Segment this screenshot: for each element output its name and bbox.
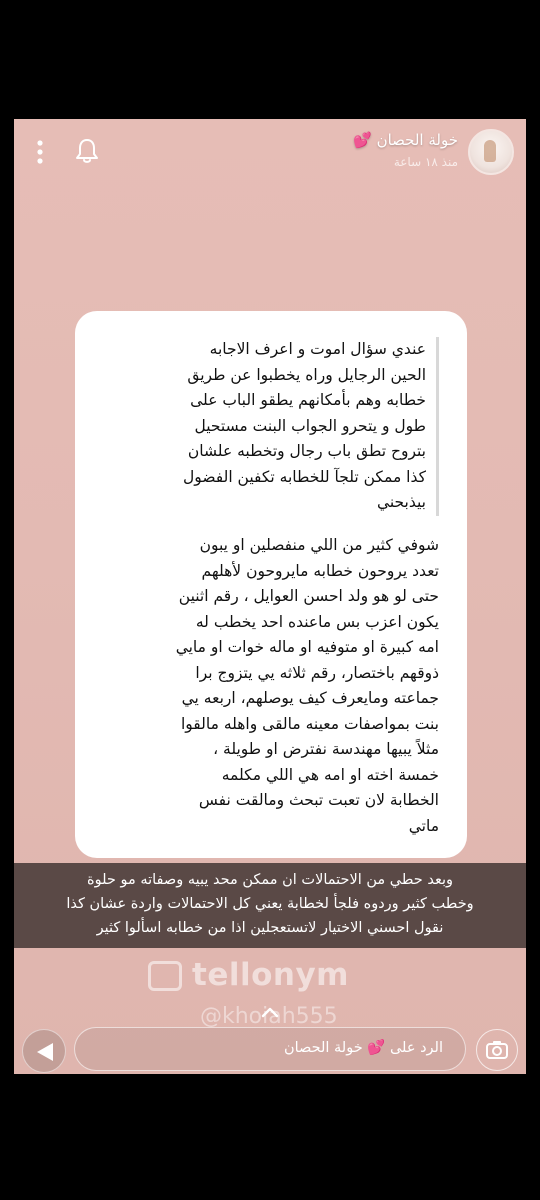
story-view bbox=[14, 119, 526, 1074]
answer-text: شوفي كثير من اللي منفصلين او يبون تعدد يروحون خطابه مايروحون لأهلهم حتى لو هو ولد احسن العوايل ، رقم اثنين يكون اعزب بس ماعنده احد يخطب له امه كبيرة او متوفيه او ماله خوات او مايي ذوقهم باختصار، رقم ثلاثه يي يتزوج برا جماعته ومايعرف كيف يوصلهم، اربعه يي بنت بمواصفات معينه مالقى واهله مالقوا مثلاً يبيها مهندسة نفترض او طويلة ، خمسة اخته او امه هي اللي مكلمه الخطابة لان تعبت تبحث ومالقت نفس ماتي bbox=[175, 536, 439, 835]
swipe-up-icon[interactable] bbox=[260, 1006, 280, 1018]
send-button[interactable] bbox=[22, 1029, 66, 1073]
tellonym-wordmark: tellonym bbox=[192, 957, 349, 993]
story-caption: وبعد حطي من الاحتمالات ان ممكن محد يبيه وصفاته مو حلوة وخطب كثير وردوه فلجأ لخطابة يعني كل الاحتمالات واردة عشان كذا نقول احسني الاختيار لاتستعجلين اذا من خطابه اسألوا كثير bbox=[14, 863, 526, 948]
bell-icon[interactable] bbox=[74, 137, 100, 165]
user-avatar[interactable] bbox=[468, 129, 514, 175]
reply-input[interactable] bbox=[74, 1027, 466, 1071]
more-options-icon[interactable] bbox=[36, 139, 44, 167]
username-text: خولة الحصان bbox=[376, 131, 458, 149]
question-text: عندي سؤال اموت و اعرف الاجابه الحين الرجايل وراه يخطبوا عن طريق خطابه وهم بأمكانهم يطقو الباب على طول و يتحرو الجواب البنت مستحيل بتروح تطق باب رجال وتخطبه علشان كذا ممكن تلجآ للخطابه تكفين الفضول بيذبحني bbox=[96, 337, 439, 516]
heart-emoji: 💕 bbox=[353, 131, 372, 149]
camera-icon bbox=[477, 1030, 517, 1070]
tellonym-logo-icon bbox=[148, 961, 182, 991]
username[interactable] bbox=[353, 131, 458, 149]
camera-button[interactable] bbox=[476, 1029, 518, 1071]
answer-card bbox=[75, 311, 467, 858]
send-icon bbox=[23, 1030, 67, 1074]
post-time: منذ ١٨ ساعة bbox=[393, 155, 458, 169]
user-handle: @khoiah555 bbox=[200, 1004, 338, 1029]
tellonym-branding bbox=[148, 957, 408, 1003]
story-header bbox=[14, 119, 526, 189]
reply-placeholder: الرد على 💕 خولة الحصان bbox=[283, 1040, 443, 1056]
